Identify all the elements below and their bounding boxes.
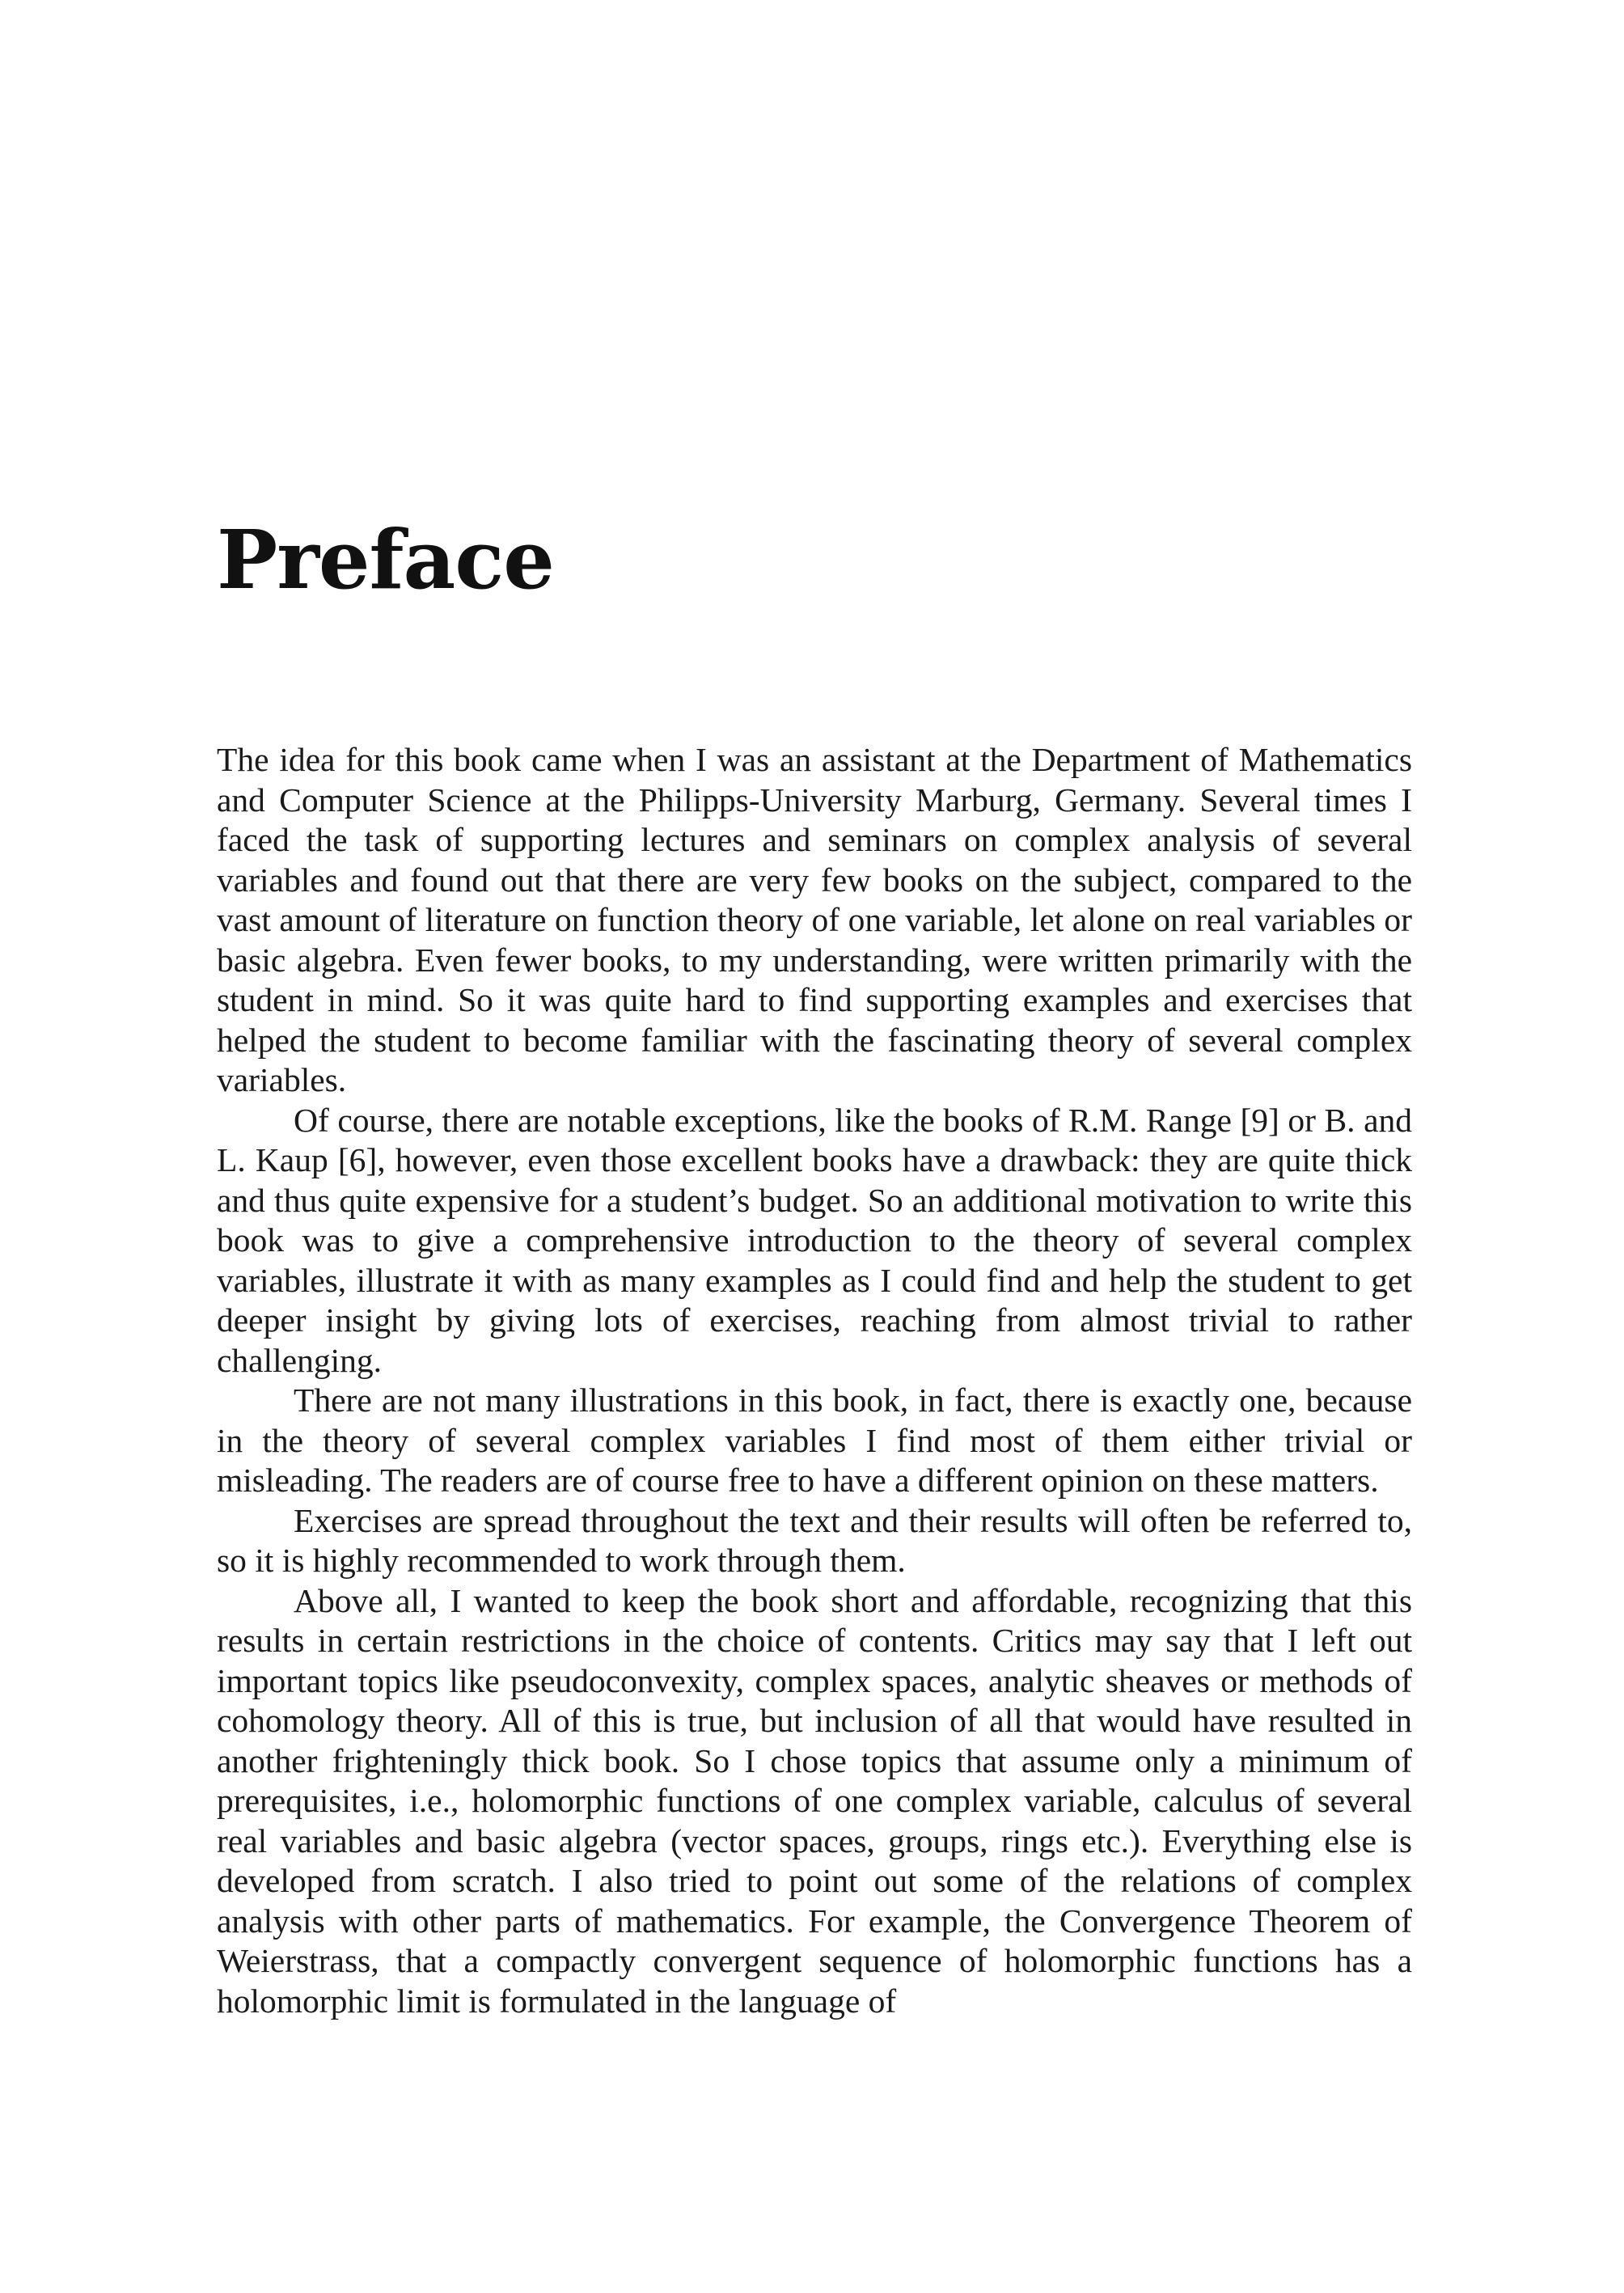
- page-title: Preface: [217, 512, 554, 607]
- paragraph-2: Of course, there are notable exceptions, like the books of R.M. Range [9] or B. and L. Kaup [6], however, even those excellent books have a drawback: they are quite thick and thus quite expensive for a student’s budget. So an additional motivation to write this book was to give a comprehensive introduction to the theory of several complex variables, illustrate it with as many examples as I could find and help the student to get deeper insight by giving lots of exercises, reaching from almost trivial to rather challenging.: [217, 1101, 1412, 1379]
- paragraph-5: Above all, I wanted to keep the book short and affordable, recognizing that this results in certain restrictions in the choice of contents. Critics may say that I left out important topics like pseudoconvexity, complex spaces, analytic sheaves or methods of cohomology theory. All of this is true, but inclusion of all that would have resulted in another frighteningly thick book. So I chose topics that assume only a minimum of prerequisites, i.e., holomorphic functions of one complex variable, calculus of several real variables and basic algebra (vector spaces, groups, rings etc.). Everything else is developed from scratch. I also tried to point out some of the relations of complex analysis with other parts of mathematics. For example, the Convergence Theorem of Weierstrass, that a compactly convergent sequence of holomorphic functions has a holomorphic limit is formulated in the language of: [217, 1581, 1412, 2020]
- preface-body: [217, 740, 1412, 2021]
- paragraph-3: There are not many illustrations in this book, in fact, there is exactly one, because in the theory of several complex variables I find most of them either trivial or misleading. The readers are of course free to have a different opinion on these matters.: [217, 1381, 1412, 1499]
- paragraph-4: Exercises are spread throughout the text and their results will often be referred to, so it is highly recommended to work through them.: [217, 1501, 1412, 1579]
- paragraph-1: The idea for this book came when I was an assistant at the Department of Mathematics and Computer Science at the Philipps-University Marburg, Germany. Several times I faced the task of supporting lectures and seminars on complex analysis of several variables and found out that there are very few books on the subject, compared to the vast amount of literature on function theory of one variable, let alone on real variables or basic algebra. Even fewer books, to my understanding, were written primarily with the student in mind. So it was quite hard to find supporting examples and exercises that helped the student to become familiar with the fascinating theory of several complex variables.: [217, 741, 1412, 1098]
